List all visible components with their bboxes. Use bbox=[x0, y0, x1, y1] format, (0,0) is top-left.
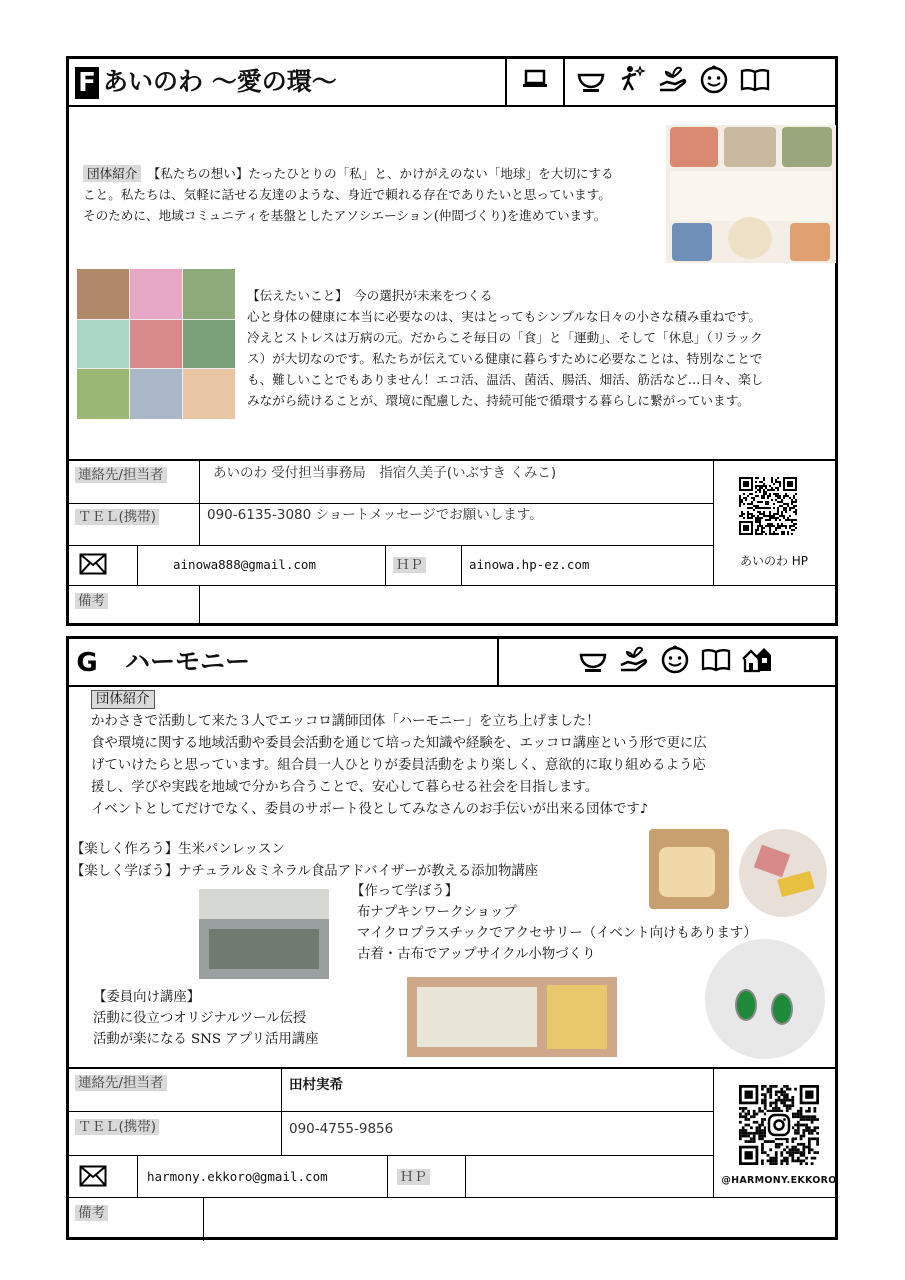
make-item: マイクロプラスチックでアクセサリー（イベント向けもあります） bbox=[357, 926, 757, 941]
mail-icon bbox=[79, 553, 107, 575]
intro-label: 団体紹介 bbox=[91, 690, 155, 709]
message-line: 心と身体の健康に本当に必要なのは、実はとってもシンプルな日々の小さな積み重ねです。 bbox=[247, 309, 761, 324]
group-card-harmony bbox=[66, 636, 838, 1240]
intro-line: イベントとしてだけでなく、委員のサポート役としてみなさんのお手伝いが出来る団体です♪ bbox=[91, 802, 649, 817]
laptop-icon bbox=[519, 63, 551, 95]
flyer-image bbox=[666, 125, 836, 263]
bowl-icon bbox=[577, 643, 609, 675]
intro-label: 団体紹介 bbox=[83, 165, 141, 182]
qr-caption: @HARMONY.EKKORO bbox=[721, 1175, 837, 1186]
intro-line: 食や環境に関する地域活動や委員会活動を通じて培った知識や経験を、エッコロ講座という形で更に広 bbox=[91, 736, 707, 751]
qr-caption: あいのわ HP bbox=[739, 554, 809, 568]
message-line: ス）が大切なのです。私たちが伝えている健康に暮らすために必要なことは、特別なことで bbox=[247, 351, 763, 366]
workshop-photo bbox=[199, 889, 329, 979]
intro-line: 援し、学びや実践を地域で分かち合うことで、安心して暮らせる社会を目指します。 bbox=[91, 780, 599, 795]
book-icon bbox=[700, 643, 732, 675]
earring-photo bbox=[705, 939, 825, 1059]
qr-code[interactable] bbox=[739, 477, 797, 535]
intro-text bbox=[91, 689, 707, 821]
message-line: も、難しいことでもありません！エコ活、温活、菌活、腸活、畑活、筋活など…日々、楽し bbox=[247, 372, 764, 387]
course-item: 【楽しく学ぼう】ナチュラル＆ミネラル食品アドバイザーが教える添加物講座 bbox=[71, 864, 539, 879]
email-link[interactable]: ainowa888@gmail.com bbox=[173, 557, 316, 572]
note-label: 備考 bbox=[75, 591, 108, 611]
bread-photo bbox=[649, 829, 729, 909]
intro-line: こと。私たちは、気軽に話せる友達のような、身近で頼れる存在でありたいと思っています。 bbox=[83, 187, 611, 202]
intro-line: かわさきで活動して来た３人でエッコロ講師団体「ハーモニー」を立ち上げました！ bbox=[91, 714, 600, 729]
group-title: ハーモニー bbox=[125, 647, 251, 676]
hp-link[interactable]: ainowa.hp-ez.com bbox=[469, 557, 590, 572]
group-title: あいのわ ～愛の環～ bbox=[103, 67, 337, 96]
smile-face-icon bbox=[698, 63, 730, 95]
make-item: 【作って学ぼう】 bbox=[351, 884, 459, 899]
card-header bbox=[69, 639, 835, 687]
houses-icon bbox=[741, 643, 773, 675]
exercise-icon bbox=[616, 63, 648, 95]
committee-item: 活動に役立つオリジナルツール伝授 bbox=[93, 1011, 307, 1026]
intro-line: げていけたらと思っています。組合員一人ひとりが委員活動をより楽しく、意欲的に取り組めるよう応 bbox=[91, 758, 706, 773]
tel-value: 090-6135-3080 ショートメッセージでお願いします。 bbox=[207, 507, 543, 523]
contact-table bbox=[69, 459, 835, 623]
contact-value: あいのわ 受付担当事務局 指宿久美子(いぶすき くみこ) bbox=[213, 465, 557, 481]
message-line: みながら続けることが、環境に配慮した、持続可能で循環する暮らしに繋がっています。 bbox=[247, 393, 750, 408]
tel-label: ＴＥＬ(携帯) bbox=[75, 1117, 159, 1137]
card-header bbox=[69, 59, 835, 107]
contact-value: 田村実希 bbox=[289, 1077, 343, 1093]
intro-text bbox=[83, 163, 663, 226]
book-icon bbox=[739, 63, 771, 95]
group-letter: G bbox=[76, 648, 98, 678]
smile-face-icon bbox=[659, 643, 691, 675]
contact-table bbox=[69, 1067, 835, 1237]
message-line: 冷えとストレスは万病の元。だからこそ毎日の「食」と「運動」、そして「休息」（リラック bbox=[247, 330, 763, 345]
group-letter: F bbox=[75, 67, 99, 99]
committee-item: 活動が楽になる SNS アプリ活用講座 bbox=[93, 1032, 319, 1047]
intro-line: 【私たちの想い】たったひとりの「私」と、かけがえのない「地球」を大切にする bbox=[141, 166, 614, 181]
make-item: 古着・古布でアップサイクル小物づくり bbox=[357, 947, 596, 962]
bowl-icon bbox=[575, 63, 607, 95]
cloth-napkin-photo bbox=[739, 829, 827, 917]
message-text bbox=[247, 285, 827, 411]
intro-line: そのために、地域コミュニティを基盤としたアソシエーション(仲間づくり)を進めています。 bbox=[83, 208, 607, 223]
contact-label: 連絡先/担当者 bbox=[75, 1073, 167, 1093]
mail-icon bbox=[79, 1165, 107, 1187]
message-line: 【伝えたいこと】 今の選択が未来をつくる bbox=[247, 288, 493, 303]
photo-collage bbox=[77, 269, 235, 419]
group-card-ainowa bbox=[66, 56, 838, 626]
course-item: 【楽しく作ろう】生米パンレッスン bbox=[71, 842, 285, 857]
committee-list bbox=[93, 987, 319, 1050]
tel-label: ＴＥＬ(携帯) bbox=[75, 507, 159, 527]
email-link[interactable]: harmony.ekkoro@gmail.com bbox=[147, 1169, 328, 1184]
tel-value: 090-4755-9856 bbox=[289, 1121, 394, 1137]
note-label: 備考 bbox=[75, 1203, 108, 1223]
accessory-photo bbox=[407, 977, 617, 1057]
make-item: 布ナプキンワークショップ bbox=[357, 905, 517, 920]
hp-label: ＨＰ bbox=[397, 1167, 430, 1187]
hp-label: ＨＰ bbox=[393, 555, 426, 575]
committee-item: 【委員向け講座】 bbox=[93, 990, 201, 1005]
hand-sprout-icon bbox=[657, 63, 689, 95]
contact-label: 連絡先/担当者 bbox=[75, 465, 167, 485]
hand-sprout-icon bbox=[618, 643, 650, 675]
instagram-icon bbox=[766, 1112, 792, 1138]
course-list bbox=[71, 839, 538, 883]
